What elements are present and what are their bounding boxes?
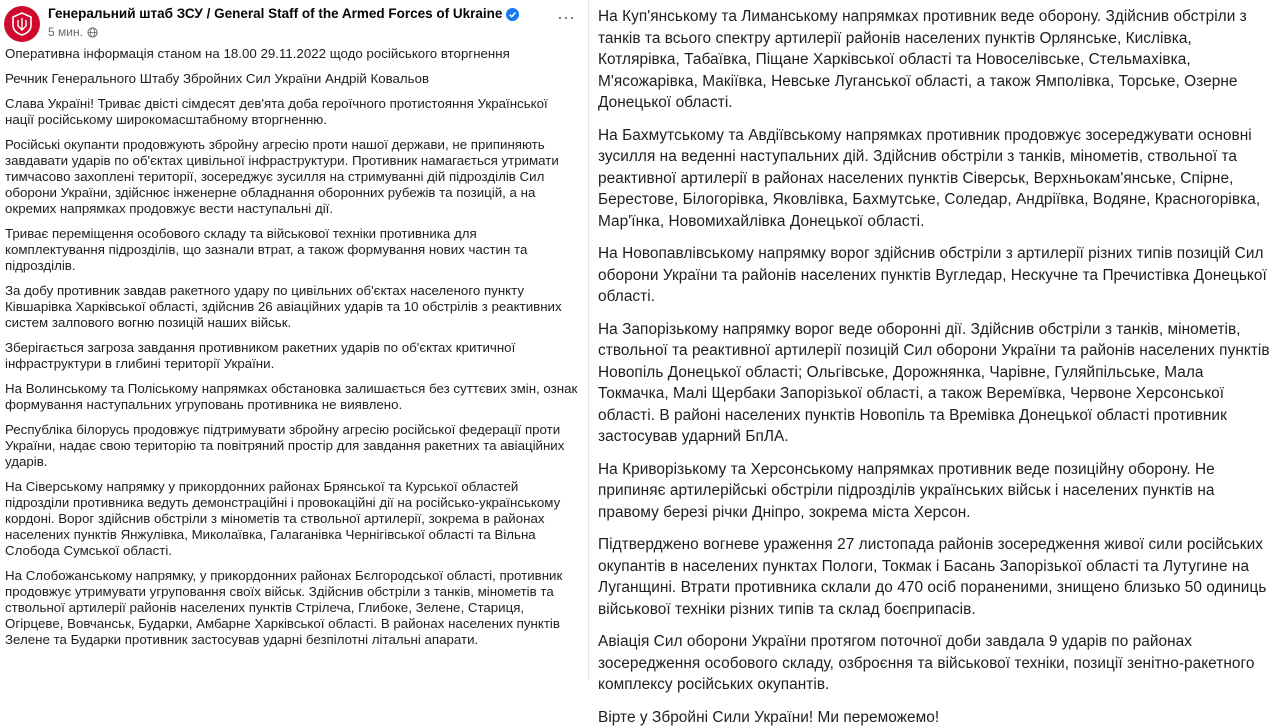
post-paragraph: На Запорізькому напрямку ворог веде оборонні дії. Здійснив обстріли з танків, мінометів, ствольної та реактивної артилерії позицій Сил оборони України та районів населених пунктів Новопіль Донецької області; Ольгівське, Дорожнянка, Чарівне, Гуляйпільське, Мала Токмачка, Малі Щербаки Запорізької області, а також Веремївка, Червоне Херсонської області. В районі населених пунктів Новопіль та Времівка Донецької області противник застосував ударний БпЛА. [598,319,1270,448]
post-paragraph: Зберігається загроза завдання противником ракетних ударів по об'єктах критичної інфраструктури в глибині території України. [5,340,578,372]
post-paragraph: Оперативна інформація станом на 18.00 29.11.2022 щодо російського вторгнення [5,46,578,62]
post-right-column [598,0,1270,680]
post-paragraph: На Криворізькому та Херсонському напрямках противник веде позиційну оборону. Не припиняє артилерійські обстріли підрозділів українських військ і населених пунктів на правому березі річки Дніпро, зокрема міста Херсон. [598,459,1270,524]
post-paragraph: На Волинському та Поліському напрямках обстановка залишається без суттєвих змін, ознак формування наступальних угруповань противника не виявлено. [5,381,578,413]
avatar-emblem-icon [11,11,33,37]
post-paragraph: На Слобожанському напрямку, у прикордонних районах Бєлгородської області, противник продовжує утримувати угруповання своїх військ. Здійснив обстріли з танків, мінометів та ствольної артилерії районів населених пунктів Стрілеча, Глибоке, Зелене, Стариця, Огірцеве, Вовчанськ, Бударки, Амбарне Харківської області. В районах населених пунктів Зелене та Бударки противник застосував ударні безпілотні літальні апарати. [5,568,578,648]
post-paragraph: На Бахмутському та Авдіївському напрямках противник продовжує зосереджувати основні зусилля на веденні наступальних дій. Здійснив обстріли з танків, мінометів, ствольної та реактивної артилерії в районах населених пунктів Сіверськ, Верхньокам'янське, Спірне, Берестове, Білогорівка, Яковлівка, Бахмутське, Соледар, Андріївка, Водяне, Красногорівка, Мар'їнка, Новомихайлівка Донецької області. [598,125,1270,233]
post-paragraph: Авіація Сил оборони України протягом поточної доби завдала 9 ударів по районах зосередження особового складу, озброєння та військової техніки, позиції зенітно-ракетного комплексу російських окупантів. [598,631,1270,696]
page-name-link[interactable]: Генеральний штаб ЗСУ / General Staff of the Armed Forces of Ukraine [48,6,502,22]
post-paragraph: Республіка білорусь продовжує підтримувати збройну агресію російської федерації проти України, надає свою територію та повітряний простір для завдання ракетних та авіаційних ударів. [5,422,578,470]
page-name-row [48,6,554,22]
post-header-text [48,6,554,39]
post-time-link[interactable]: 5 мин. [48,25,83,39]
post-left-column [0,0,588,680]
post-meta [48,25,554,39]
post-paragraph: На Куп'янському та Лиманському напрямках противник веде оборону. Здійснив обстріли з танків та всього спектру артилерії районів населених пунктів Орлянське, Кислівка, Котлярівка, Табаївка, Піщане Харківської області та Новоселівське, Стельмахівка, М'ясожарівка, Макіївка, Невське Луганської області, а також Ямполівка, Торське, Озерне Донецької області. [598,6,1270,114]
verified-icon [506,8,519,21]
post-paragraph: Російські окупанти продовжують збройну агресію проти нашої держави, не припиняють завдавати ударів по об'єктах цивільної інфраструктури. Противник намагається утримати тимчасово захоплені території, зосереджує зусилля на стримуванні дій підрозділів Сил оборони України, здійснює інженерне обладнання оборонних рубежів та позицій, а на окремих напрямках продовжує вести наступальні дії. [5,137,578,217]
globe-icon [87,27,98,38]
page-avatar[interactable] [4,6,40,42]
more-options-icon[interactable]: ··· [554,10,578,28]
post-paragraph: На Сіверському напрямку у прикордонних районах Брянської та Курської областей підрозділи противника ведуть демонстраційні і провокаційні дії на російсько-українському кордоні. Ворог здійснив обстріли з мінометів та ствольної артилерії, зокрема в районах населених пунктів Янжулівка, Миколаївка, Галаганівка Чернігівської області та Вільна Слобода Сумської області. [5,479,578,559]
post-text-left [0,42,588,648]
post-paragraph: Речник Генерального Штабу Збройних Сил України Андрій Ковальов [5,71,578,87]
post-paragraph: Триває переміщення особового складу та військової техніки противника для комплектування підрозділів, що зазнали втрат, а також формування нових частин та підрозділів. [5,226,578,274]
column-divider [588,0,589,680]
post-header [0,0,588,42]
post-paragraph: Вірте у Збройні Сили України! Ми переможемо! [598,707,1270,728]
post-paragraph: На Новопавлівському напрямку ворог здійснив обстріли з артилерії різних типів позицій Сил оборони України та районів населених пунктів Вугледар, Нескучне та Пречистівка Донецької області. [598,243,1270,308]
post-paragraph: За добу противник завдав ракетного удару по цивільних об'єктах населеного пункту Ківшарівка Харківської області, здійснив 26 авіаційних ударів та 10 обстрілів з реактивних систем залпового вогню позицій наших військ. [5,283,578,331]
post-paragraph: Слава Україні! Триває двісті сімдесят дев'ята доба героїчного протистояння Української нації російському широкомасштабному вторгненню. [5,96,578,128]
post-paragraph: Підтверджено вогневе ураження 27 листопада районів зосередження живої сили російських окупантів в населених пунктах Пологи, Токмак і Басань Запорізької області та Лутугине на Луганщині. Втрати противника склали до 470 осіб пораненими, знищено близько 50 одиниць військової техніки різних типів та склад боєприпасів. [598,534,1270,620]
